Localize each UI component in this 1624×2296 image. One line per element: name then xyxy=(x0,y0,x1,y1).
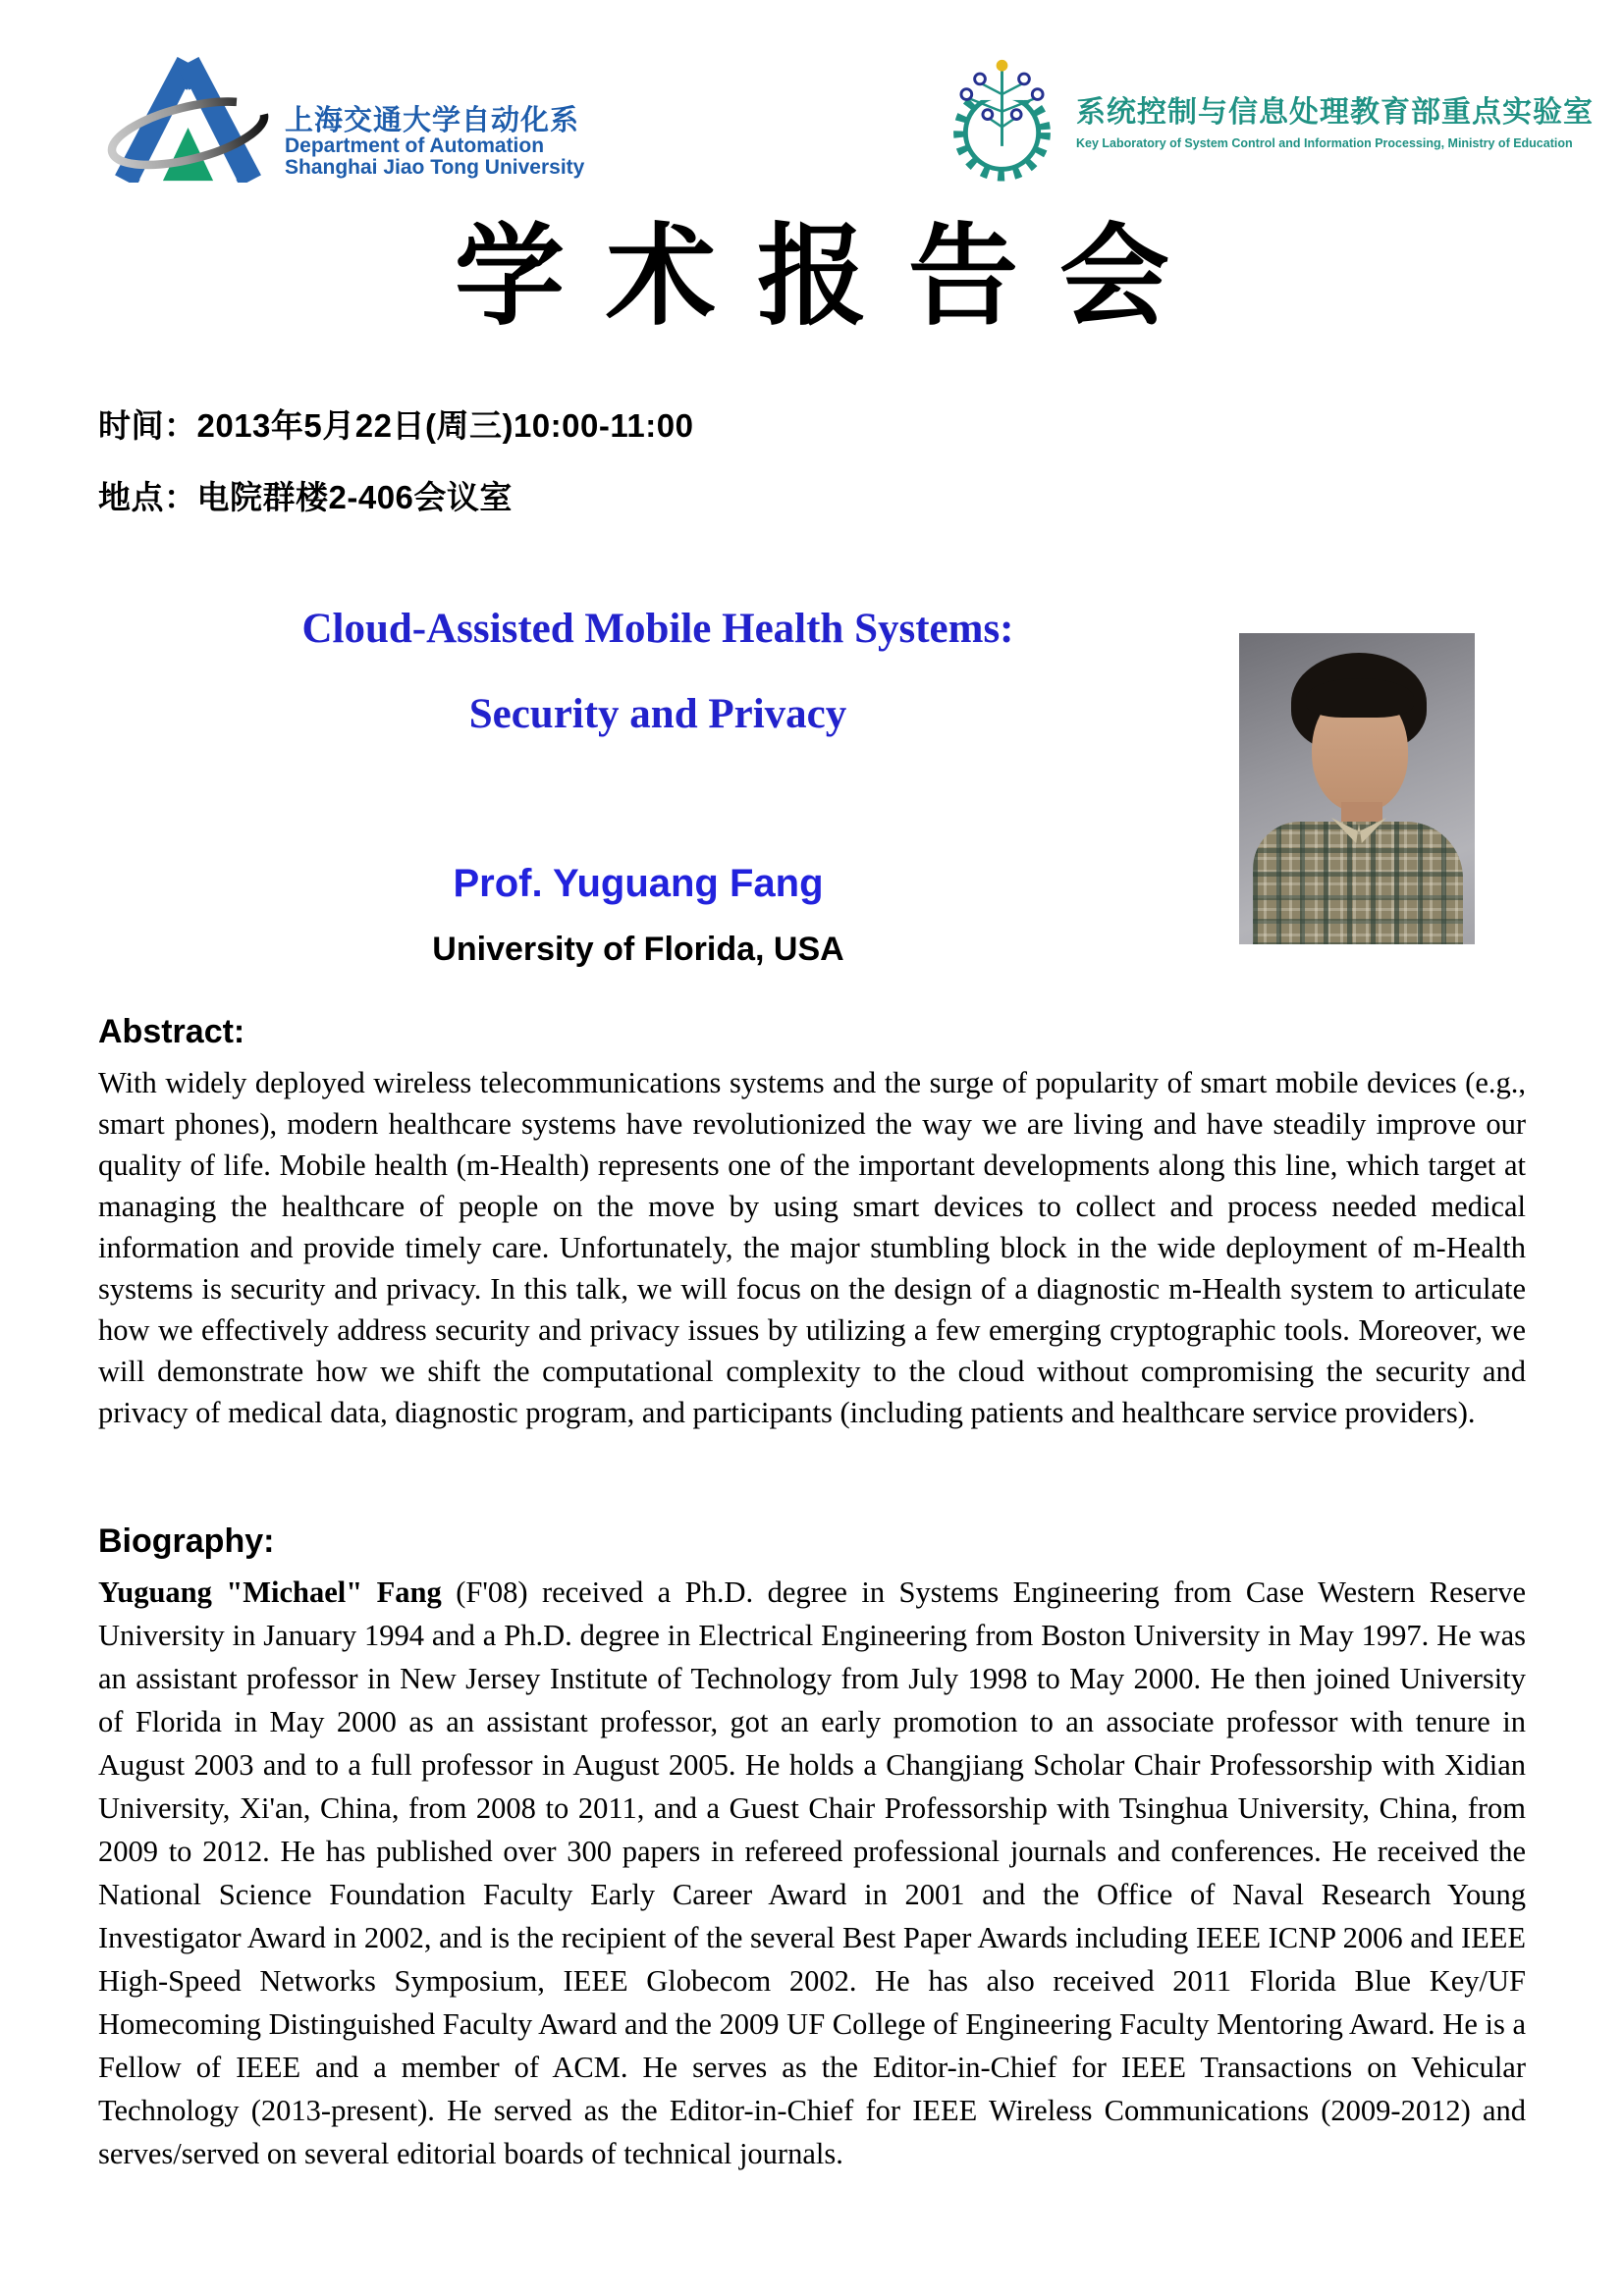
speaker-affiliation: University of Florida, USA xyxy=(432,931,844,968)
speaker-photo xyxy=(1239,633,1475,944)
event-location-row xyxy=(98,472,693,518)
time-label: 时间： xyxy=(98,407,197,444)
time-value: 2013年5月22日(周三)10:00-11:00 xyxy=(196,407,694,444)
talk-title-line1: Cloud-Assisted Mobile Health Systems: xyxy=(301,606,1014,652)
speaker-name: Prof. Yuguang Fang xyxy=(453,862,824,905)
event-time-row xyxy=(98,400,693,447)
sjtu-automation-logo xyxy=(106,57,584,183)
abstract-heading: Abstract: xyxy=(98,1013,245,1050)
key-lab-gear-circuit-icon xyxy=(945,54,1060,184)
location-value: 电院群楼2-406会议室 xyxy=(196,479,513,515)
sjtu-automation-emblem-icon xyxy=(106,57,271,183)
key-lab-logo xyxy=(945,54,1594,184)
key-lab-logo-text xyxy=(1076,87,1594,150)
talk-title-line2: Security and Privacy xyxy=(468,691,847,737)
sjtu-automation-logo-text xyxy=(285,106,584,183)
seminar-banner-title: 学术报告会 xyxy=(455,213,1211,341)
biography-body: (F'08) received a Ph.D. degree in Systems Engineering from Case Western Reserve University in January 1994 and a Ph.D. degree in Electrical Engineering from Boston University in May 1997. He was an assistant professor in New Jersey Institute of Technology from July 1998 to May 2000. He then joined University of Florida in May 2000 as an assistant professor, got an early promotion to an associate professor with tenure in August 2003 and to a full professor in August 2005. He holds a Changjiang Scholar Chair Professorship with Xidian University, Xi'an, China, from 2008 to 2011, and a Guest Chair Professorship with Tsinghua University, China, from 2009 to 2012. He has published over 300 papers in refereed professional journals and conferences. He received the National Science Foundation Faculty Early Career Award in 2001 and the Office of Naval Research Young Investigator Award in 2002, and is the recipient of the several Best Paper Awards including IEEE ICNP 2006 and IEEE High-Speed Networks Symposium, IEEE Globecom 2002. He has also received 2011 Florida Blue Key/UF Homecoming Distinguished Faculty Award and the 2009 UF College of Engineering Faculty Mentoring Award. He is a Fellow of IEEE and a member of ACM. He serves as the Editor-in-Chief for IEEE Transactions on Vehicular Technology (2013-present). He served as the Editor-in-Chief for IEEE Wireless Communications (2009-2012) and serves/served on several editorial boards of technical journals. xyxy=(98,1575,1526,2170)
event-info xyxy=(98,400,693,544)
left-logo-name-zh: 上海交通大学自动化系 xyxy=(285,105,580,137)
biography-heading: Biography: xyxy=(98,1522,275,1560)
left-logo-name-en2: Shanghai Jiao Tong University xyxy=(285,156,585,180)
left-logo-name-en1: Department of Automation xyxy=(285,134,545,158)
biography-lead-name: Yuguang "Michael" Fang xyxy=(98,1575,442,1609)
right-logo-name-zh: 系统控制与信息处理教育部重点实验室 xyxy=(1076,96,1594,129)
right-logo-name-en: Key Laboratory of System Control and Information Processing, Ministry of Education xyxy=(1076,136,1573,150)
photo-plaid-shirt xyxy=(1253,822,1463,944)
location-label: 地点： xyxy=(98,479,197,515)
photo-fringe xyxy=(1306,678,1414,718)
abstract-text: With widely deployed wireless telecommunications systems and the surge of popularity of smart mobile devices (e.g., smart phones), modern healthcare systems have revolutionized the way we are living and have steadily improve our quality of life. Mobile health (m-Health) represents one of the important developments along this line, which target at managing the healthcare of people on the move by using smart devices to collect and process needed medical information and provide timely care. Unfortunately, the major stumbling block in the wide deployment of m-Health systems is security and privacy. In this talk, we will focus on the design of a diagnostic m-Health system to articulate how we effectively address security and privacy issues by utilizing a few emerging cryptographic tools. Moreover, we will demonstrate how we shift the computational complexity to the cloud without compromising the security and privacy of medical data, diagnostic program, and participants (including patients and healthcare service providers). xyxy=(98,1066,1526,1429)
biography-text xyxy=(98,1571,1526,2175)
